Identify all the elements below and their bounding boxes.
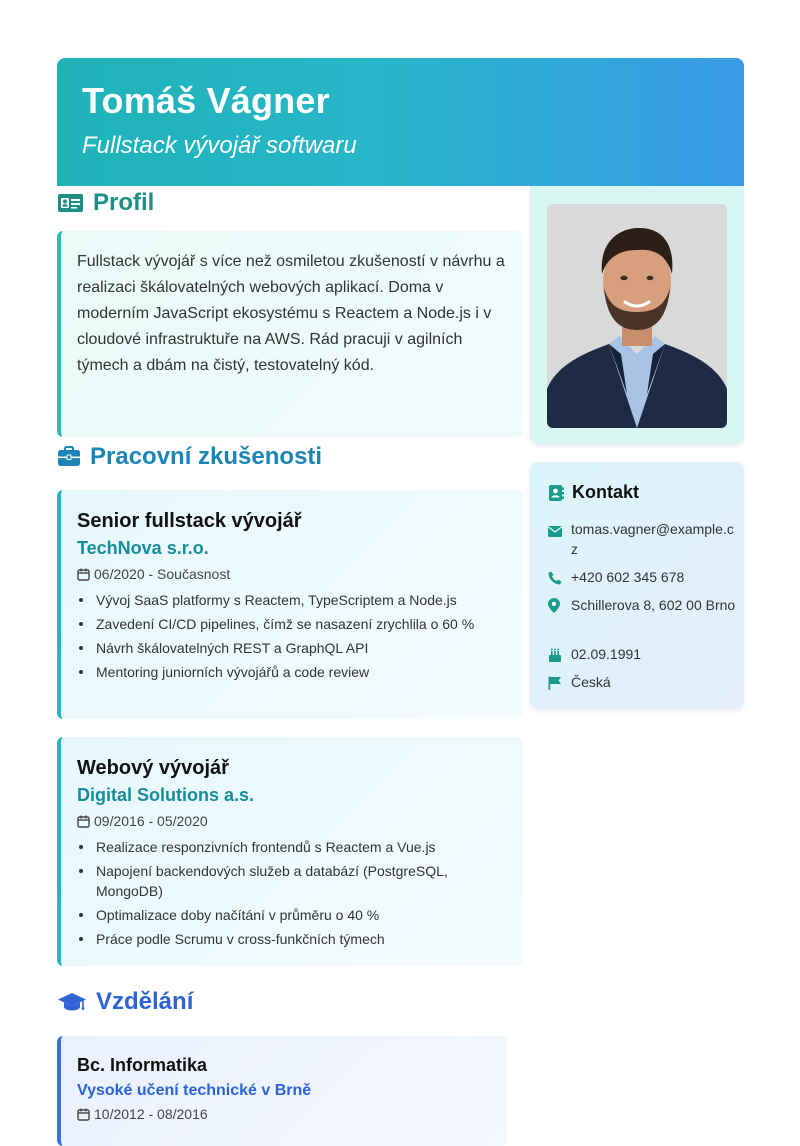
section-heading-text: Vzdělání bbox=[96, 988, 194, 1015]
contact-heading-text: Kontakt bbox=[572, 482, 639, 502]
job-date bbox=[77, 566, 230, 582]
list-item: Zavedení CI/CD pipelines, čímž se nasazení zrychlila o 60 % bbox=[77, 614, 487, 634]
list-item: Optimalizace doby načítání v průměru o 40 % bbox=[77, 905, 487, 925]
job-company: Digital Solutions a.s. bbox=[77, 785, 255, 805]
contact-phone[interactable] bbox=[548, 567, 738, 590]
contact-title bbox=[548, 482, 639, 503]
photo-card bbox=[530, 186, 744, 444]
contact-address bbox=[548, 595, 738, 618]
list-item: Návrh škálovatelných REST a GraphQL API bbox=[77, 638, 487, 658]
education-date-text: 10/2012 - 08/2016 bbox=[94, 1106, 208, 1122]
section-heading-text: Profil bbox=[93, 189, 155, 216]
contact-birthdate bbox=[548, 644, 738, 667]
job-title: Senior fullstack vývojář bbox=[77, 510, 302, 532]
person-role: Fullstack vývojář softwaru bbox=[82, 132, 357, 159]
job-date-text: 06/2020 - Současnost bbox=[94, 566, 231, 582]
job-bullets bbox=[77, 837, 487, 953]
graduation-cap-icon bbox=[57, 991, 87, 1013]
calendar-icon bbox=[77, 815, 90, 828]
contact-nationality-text: Česká bbox=[571, 674, 611, 690]
contact-email-text: tomas.vagner@example.cz bbox=[571, 521, 734, 557]
contact-nationality bbox=[548, 672, 738, 695]
list-item: Práce podle Scrumu v cross-funkčních týmech bbox=[77, 929, 487, 949]
education-school: Vysoké učení technické v Brně bbox=[77, 1082, 312, 1099]
section-title-experience bbox=[57, 443, 322, 471]
contact-card bbox=[530, 462, 744, 709]
flag-icon bbox=[548, 672, 563, 695]
profile-photo bbox=[547, 204, 727, 428]
job-date bbox=[77, 813, 208, 829]
briefcase-icon bbox=[57, 446, 81, 468]
job-date-text: 09/2016 - 05/2020 bbox=[94, 813, 208, 829]
section-title-education bbox=[57, 988, 193, 1016]
id-card-icon bbox=[57, 192, 84, 214]
education-date bbox=[77, 1106, 208, 1122]
contact-email[interactable] bbox=[548, 519, 738, 559]
person-name: Tomáš Vágner bbox=[82, 80, 330, 121]
job-bullets bbox=[77, 590, 487, 686]
map-pin-icon bbox=[548, 595, 563, 618]
section-heading-text: Pracovní zkušenosti bbox=[90, 443, 323, 470]
job-entry bbox=[57, 737, 523, 966]
section-title-profile bbox=[57, 189, 154, 217]
contact-birthdate-text: 02.09.1991 bbox=[571, 646, 642, 662]
profile-text: Fullstack vývojář s více než osmiletou zkušeností v návrhu a realizaci škálovatelných webových aplikací. Doma v moderním JavaScript ekosystému s Reactem a Node.js i v cloudové infrastruktuře na AWS. Rád pracuji v agilních týmech a dbám na čistý, testovatelný kód. bbox=[77, 253, 505, 374]
calendar-icon bbox=[77, 1108, 90, 1121]
cv-header bbox=[57, 58, 744, 186]
contact-address-text: Schillerova 8, 602 00 Brno bbox=[571, 597, 736, 613]
profile-summary bbox=[57, 231, 523, 437]
job-title: Webový vývojář bbox=[77, 757, 229, 779]
job-company: TechNova s.r.o. bbox=[77, 538, 209, 558]
contact-phone-text: +420 602 345 678 bbox=[571, 569, 685, 585]
address-book-icon bbox=[548, 484, 564, 502]
calendar-icon bbox=[77, 568, 90, 581]
cake-icon bbox=[548, 644, 563, 667]
list-item: Mentoring juniorních vývojářů a code review bbox=[77, 662, 487, 682]
phone-icon bbox=[548, 567, 563, 590]
envelope-icon bbox=[548, 519, 563, 559]
education-degree: Bc. Informatika bbox=[77, 1055, 208, 1075]
list-item: Napojení backendových služeb a databází (PostgreSQL, MongoDB) bbox=[77, 861, 487, 901]
list-item: Vývoj SaaS platformy s Reactem, TypeScriptem a Node.js bbox=[77, 590, 487, 610]
education-entry bbox=[57, 1036, 507, 1146]
list-item: Realizace responzivních frontendů s Reactem a Vue.js bbox=[77, 837, 487, 857]
job-entry bbox=[57, 490, 523, 719]
